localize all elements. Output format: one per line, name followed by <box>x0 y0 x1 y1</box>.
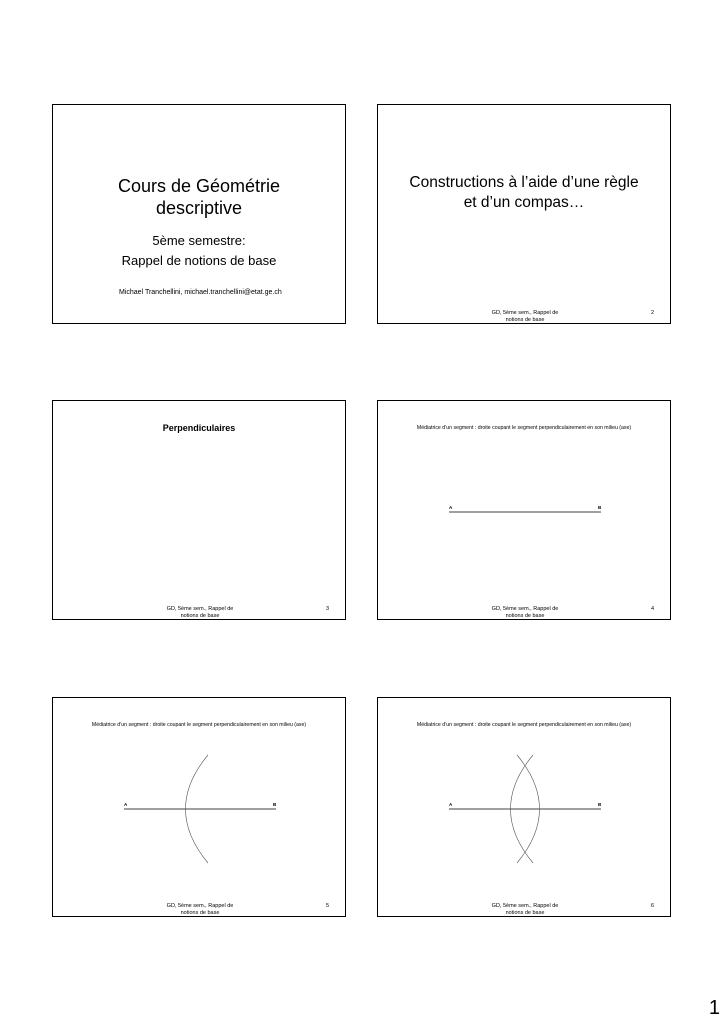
slide-2 <box>377 104 671 324</box>
slide-number: 4 <box>650 606 654 612</box>
slide-number: 5 <box>325 903 329 909</box>
slide-6 <box>377 697 671 917</box>
segment-diagram <box>53 698 347 918</box>
slide-subtitle: 5ème semestre: Rappel de notions de base <box>121 233 277 268</box>
slide-title: Cours de Géométrie descriptive <box>117 176 281 218</box>
slide-footer: GD, 5ème sem., Rappel de notions de base <box>491 310 559 323</box>
slide-number: 2 <box>650 310 654 316</box>
point-b-label: B <box>598 802 602 807</box>
slide-footer: GD, 5ème sem., Rappel de notions de base <box>166 606 234 619</box>
slide-footer: GD, 5ème sem., Rappel de notions de base <box>491 903 559 916</box>
slide-3 <box>52 400 346 620</box>
author-line: Michael Tranchellini, michael.tranchellini@etat.ge.ch <box>119 289 282 296</box>
slide-5 <box>52 697 346 917</box>
sheet-number: 1 <box>708 997 720 1019</box>
point-a-label: A <box>449 505 453 510</box>
point-b-label: B <box>273 802 277 807</box>
segment-diagram <box>378 401 672 621</box>
slide-heading: Perpendiculaires <box>162 423 236 433</box>
slide-number: 3 <box>325 606 329 612</box>
slide-1 <box>52 104 346 324</box>
segment-diagram <box>378 698 672 918</box>
point-a-label: A <box>449 802 453 807</box>
point-b-label: B <box>598 505 602 510</box>
slide-footer: GD, 5ème sem., Rappel de notions de base <box>166 903 234 916</box>
slide-number: 6 <box>650 903 654 909</box>
slide-footer: GD, 5ème sem., Rappel de notions de base <box>491 606 559 619</box>
slide-title: Constructions à l’aide d’une règle et d’un compas… <box>409 174 639 211</box>
slide-caption: Médiatrice d’un segment : droite coupant le segment perpendiculairement en son milieu (axe) <box>416 722 632 728</box>
slide-4 <box>377 400 671 620</box>
slide-caption: Médiatrice d’un segment : droite coupant le segment perpendiculairement en son milieu (axe) <box>416 425 632 431</box>
slide-caption: Médiatrice d’un segment : droite coupant le segment perpendiculairement en son milieu (axe) <box>91 722 307 728</box>
point-a-label: A <box>124 802 128 807</box>
